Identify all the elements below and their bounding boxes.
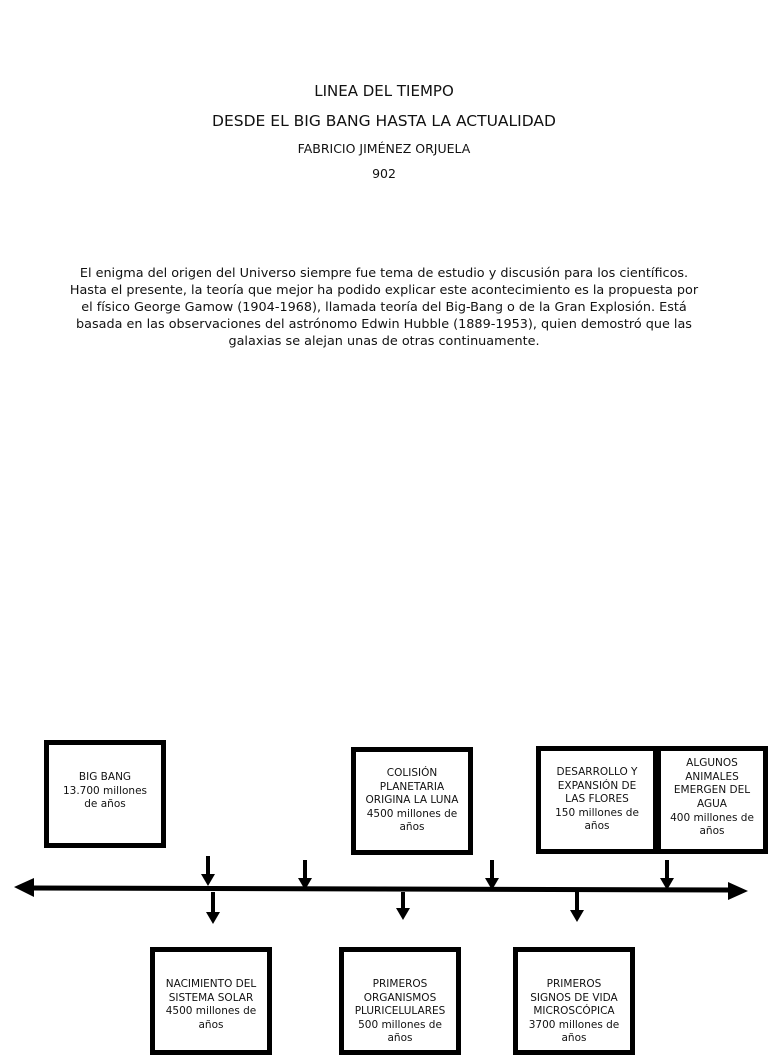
down-arrow-4 xyxy=(660,860,674,890)
below-arrow-1 xyxy=(206,892,220,924)
below-arrow-2 xyxy=(396,892,410,920)
page-subtitle: DESDE EL BIG BANG HASTA LA ACTUALIDAD xyxy=(212,112,556,130)
timeline-axis xyxy=(0,840,768,950)
event-box-flores xyxy=(536,746,658,854)
event-label-pluricelulares: PRIMEROS ORGANISMOS PLURICELULARES 500 millones de años xyxy=(354,978,446,1045)
down-arrow-3 xyxy=(485,860,499,890)
author-name: FABRICIO JIMÉNEZ ORJUELA xyxy=(297,141,471,156)
event-box-pluricelulares xyxy=(339,947,461,1055)
below-arrow-3 xyxy=(570,892,584,922)
event-box-big-bang xyxy=(44,740,166,848)
down-arrow-2 xyxy=(298,860,312,890)
event-label-colision-planetaria: COLISIÓN PLANETARIA ORIGINA LA LUNA 4500 millones de años xyxy=(365,767,459,834)
event-label-flores: DESARROLLO Y EXPANSIÓN DE LAS FLORES 150 millones de años xyxy=(555,766,639,833)
event-box-sistema-solar xyxy=(150,947,272,1055)
group-number: 902 xyxy=(372,166,396,181)
event-label-vida-microscopica: PRIMEROS SIGNOS DE VIDA MICROSCÓPICA 3700 millones de años xyxy=(528,978,620,1045)
event-label-big-bang: BIG BANG 13.700 millones de años xyxy=(62,771,148,811)
intro-paragraph: El enigma del origen del Universo siempre fue tema de estudio y discusión para los científicos. Hasta el presente, la teoría que mejor ha podido explicar este acontecimiento es la propuesta por el físico George Gamow (1904-1968), llamada teoría del Big-Bang o de la Gran Explosión. Está basada en las observaciones del astrónomo Edwin Hubble (1889-1953), quien demostró que las galaxias se alejan unas de otras continuamente. xyxy=(69,266,699,349)
page-title: LINEA DEL TIEMPO xyxy=(314,82,454,100)
event-label-sistema-solar: NACIMIENTO DEL SISTEMA SOLAR 4500 millones de años xyxy=(165,978,257,1031)
event-box-vida-microscopica xyxy=(513,947,635,1055)
down-arrow-1 xyxy=(201,856,215,886)
event-box-colision-planetaria xyxy=(351,747,473,855)
event-label-animales-agua: ALGUNOS ANIMALES EMERGEN DEL AGUA 400 millones de años xyxy=(670,757,754,838)
timeline-line xyxy=(14,878,748,900)
event-box-animales-agua xyxy=(656,746,768,854)
